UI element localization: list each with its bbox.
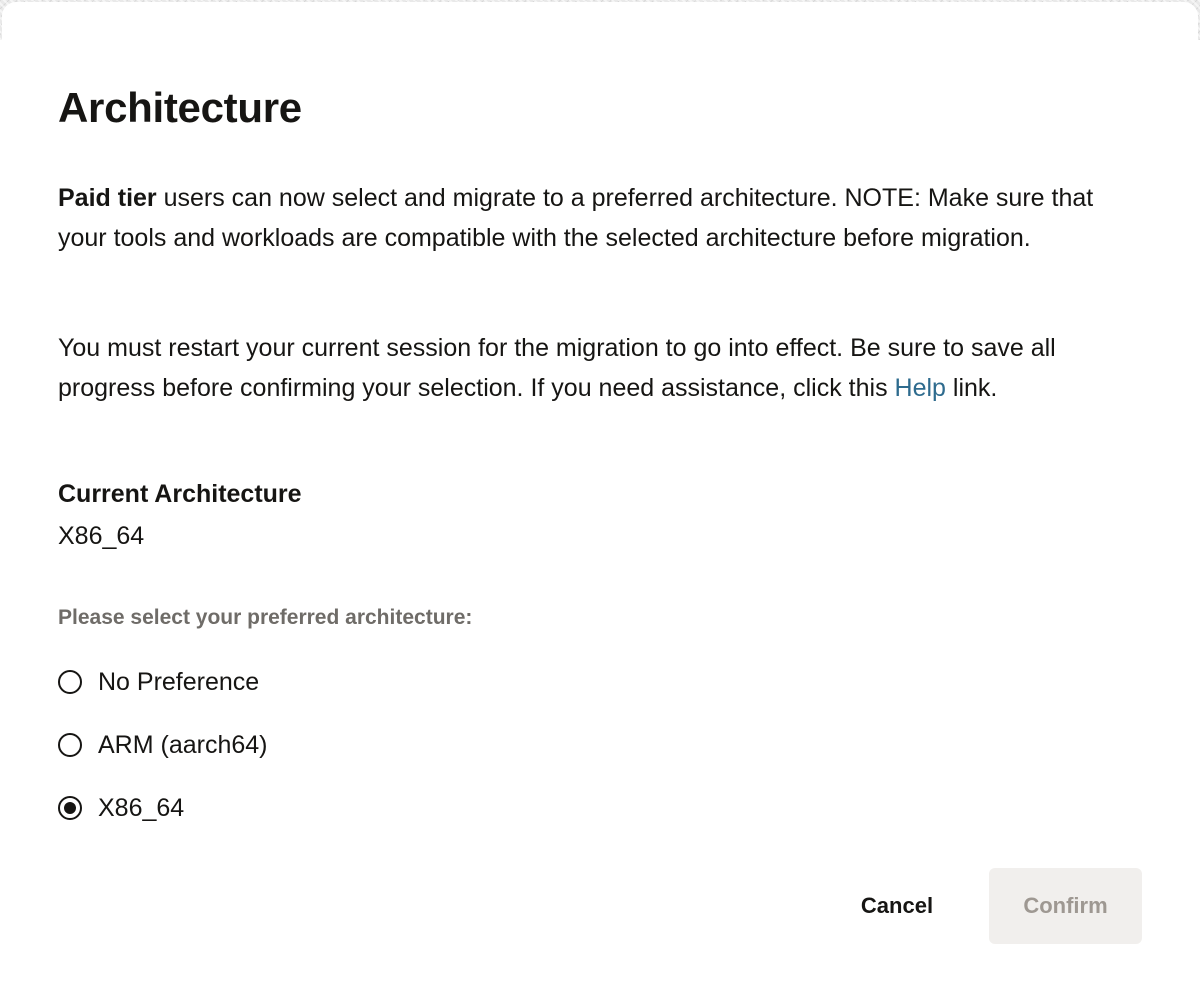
current-architecture-label: Current Architecture (58, 480, 302, 508)
restart-paragraph (58, 328, 1118, 408)
option-no-preference[interactable] (58, 662, 259, 702)
paid-tier-emphasis: Paid tier (58, 184, 157, 212)
cancel-button[interactable]: Cancel (832, 868, 962, 944)
dialog-title: Architecture (58, 84, 302, 131)
restart-text-end: link. (945, 374, 998, 402)
radio-x86-64[interactable] (58, 796, 82, 820)
option-arm[interactable] (58, 725, 268, 765)
option-label: X86_64 (98, 793, 185, 822)
intro-text: users can now select and migrate to a preferred architecture. NOTE: Make sure that your tools and workloads are compatible with the selected architecture before migration. (58, 184, 1094, 252)
option-label: ARM (aarch64) (98, 730, 268, 759)
radio-no-preference[interactable] (58, 670, 82, 694)
current-architecture-value: X86_64 (58, 522, 145, 550)
option-x86-64[interactable] (58, 788, 184, 828)
restart-text: You must restart your current session for the migration to go into effect. Be sure to save all progress before confirming your selection. If you need assistance, click this (58, 334, 1056, 402)
help-link[interactable]: Help (894, 374, 946, 402)
confirm-button[interactable]: Confirm (989, 868, 1142, 944)
architecture-select-prompt: Please select your preferred architecture: (58, 606, 473, 629)
architecture-dialog (2, 2, 1198, 1000)
radio-arm[interactable] (58, 733, 82, 757)
option-label: No Preference (98, 667, 260, 696)
intro-paragraph (58, 178, 1118, 258)
